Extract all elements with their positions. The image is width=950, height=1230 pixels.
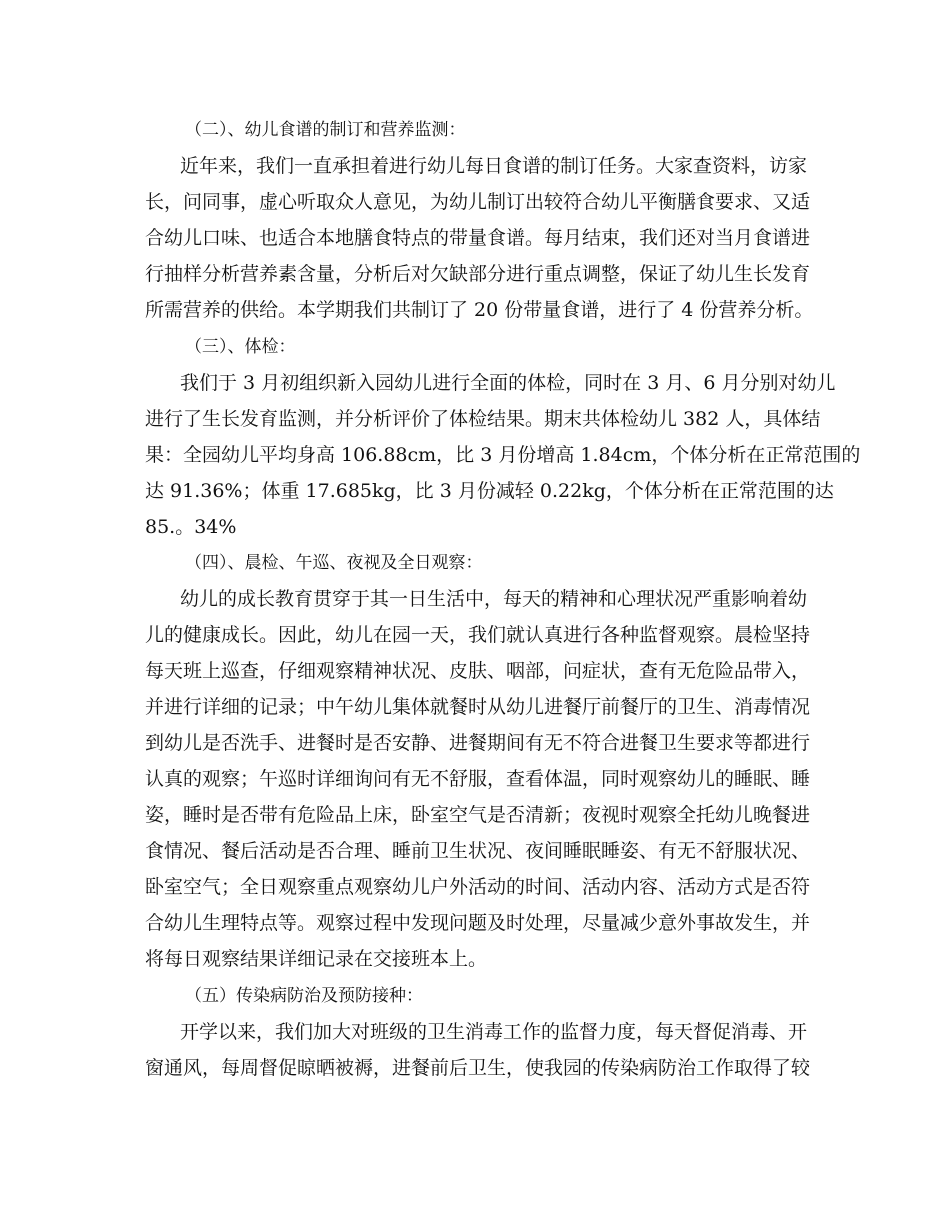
paragraph-line: 窗通风，每周督促晾晒被褥，进餐前后卫生，使我园的传染病防治工作取得了较 [145, 1057, 811, 1079]
section-heading-disease-prevention: （五）传染病防治及预防接种： [185, 986, 423, 1006]
paragraph-line: 到幼儿是否洗手、进餐时是否安静、进餐期间有无不符合进餐卫生要求等都进行 [145, 732, 811, 754]
paragraph-line: 达 91.36%；体重 17.685kg，比 3 月份减轻 0.22kg，个体分析在正常范围的达 [145, 480, 834, 502]
paragraph-line: 合幼儿口味、也适合本地膳食特点的带量食谱。每月结束，我们还对当月食谱进 [145, 227, 811, 249]
paragraph-line: 行抽样分析营养素含量，分析后对欠缺部分进行重点调整，保证了幼儿生长发育 [145, 263, 811, 285]
section-heading-observation: （四）、晨检、午巡、夜视及全日观察： [185, 553, 483, 573]
paragraph-line: 85.。34% [145, 516, 237, 538]
paragraph-line: 幼儿的成长教育贯穿于其一日生活中，每天的精神和心理状况严重影响着幼 [180, 588, 808, 610]
paragraph-line: 开学以来，我们加大对班级的卫生消毒工作的监督力度，每天督促消毒、开 [180, 1021, 808, 1043]
paragraph-line: 认真的观察；午巡时详细询问有无不舒服，查看体温，同时观察幼儿的睡眠、睡 [145, 768, 811, 790]
paragraph-line: 合幼儿生理特点等。观察过程中发现问题及时处理，尽量减少意外事故发生，并 [145, 912, 811, 934]
paragraph-line: 卧室空气；全日观察重点观察幼儿户外活动的时间、活动内容、活动方式是否符 [145, 876, 811, 898]
section-heading-checkup: （三）、体检： [185, 337, 296, 357]
paragraph-line: 食情况、餐后活动是否合理、睡前卫生状况、夜间睡眠睡姿、有无不舒服状况、 [145, 840, 811, 862]
paragraph-line: 进行了生长发育监测，并分析评价了体检结果。期末共体检幼儿 382 人，具体结 [145, 408, 821, 430]
paragraph-line: 近年来，我们一直承担着进行幼儿每日食谱的制订任务。大家查资料，访家 [180, 155, 808, 177]
paragraph-line: 我们于 3 月初组织新入园幼儿进行全面的体检，同时在 3 月、6 月分别对幼儿 [180, 372, 836, 394]
paragraph-line: 并进行详细的记录；中午幼儿集体就餐时从幼儿进餐厅前餐厅的卫生、消毒情况 [145, 696, 811, 718]
paragraph-line: 每天班上巡查，仔细观察精神状况、皮肤、咽部，问症状，查有无危险品带入， [145, 660, 811, 682]
paragraph-line: 长，问同事，虚心听取众人意见，为幼儿制订出较符合幼儿平衡膳食要求、又适 [145, 191, 811, 213]
paragraph-line: 果：全园幼儿平均身高 106.88cm，比 3 月份增高 1.84cm，个体分析在正常范围的 [145, 444, 861, 466]
paragraph-line: 姿，睡时是否带有危险品上床，卧室空气是否清新；夜视时观察全托幼儿晚餐进 [145, 804, 811, 826]
paragraph-line: 儿的健康成长。因此，幼儿在园一天，我们就认真进行各种监督观察。晨检坚持 [145, 624, 811, 646]
paragraph-line: 将每日观察结果详细记录在交接班本上。 [145, 948, 488, 970]
section-heading-menu: （二）、幼儿食谱的制订和营养监测： [185, 120, 466, 140]
paragraph-line: 所需营养的供给。本学期我们共制订了 20 份带量食谱，进行了 4 份营养分析。 [145, 299, 814, 321]
